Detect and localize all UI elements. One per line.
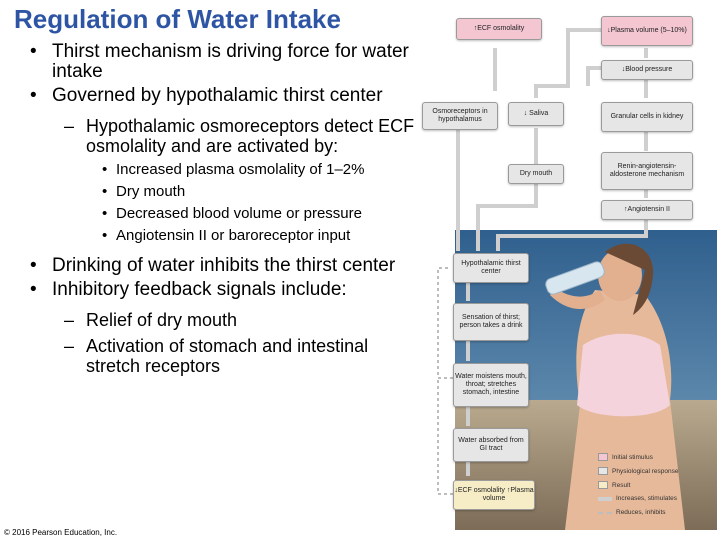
subsub-bullet-dry-mouth: • Dry mouth [22, 184, 417, 200]
sub-bullet-stretch-receptors: – Activation of stomach and intestinal stretch receptors [22, 336, 417, 376]
legend-dashed-arrow-icon [598, 512, 612, 514]
subsub-bullet-angiotensin: • Angiotensin II or baroreceptor input [22, 228, 417, 244]
box-water-moistens: Water moistens mouth, throat; stretches stomach, intestine [453, 363, 529, 407]
bullet-feedback-signals: • Inhibitory feedback signals include: [22, 280, 417, 300]
box-dry-mouth: Dry mouth [508, 164, 564, 184]
subsub-bullet-osmolality: • Increased plasma osmolality of 1–2% [22, 162, 417, 178]
box-blood-pressure: ↓Blood pressure [601, 60, 693, 80]
legend-physiological-response: Physiological response [612, 467, 679, 475]
sub-bullet-relief-dry-mouth: – Relief of dry mouth [22, 310, 417, 330]
box-result: ↓ECF osmolality ↑Plasma volume [453, 480, 535, 510]
bullet-drinking-inhibits: • Drinking of water inhibits the thirst center [22, 256, 417, 276]
legend-initial-stimulus: Initial stimulus [612, 453, 653, 461]
slide-title: Regulation of Water Intake [14, 4, 341, 34]
box-saliva: ↓ Saliva [508, 102, 564, 126]
subsub-bullet-blood-volume: • Decreased blood volume or pressure [22, 206, 417, 222]
box-ecf-osmolality: ↑ECF osmolality [456, 18, 542, 40]
legend-swatch-physiological [598, 467, 608, 475]
box-granular-cells: Granular cells in kidney [601, 102, 693, 132]
bullet-list [22, 42, 417, 382]
box-water-absorbed: Water absorbed from GI tract [453, 428, 529, 462]
legend-swatch-stimulus [598, 453, 608, 461]
legend-result: Result [612, 481, 631, 489]
box-thirst-center: Hypothalamic thirst center [453, 253, 529, 283]
box-plasma-volume: ↓Plasma volume (5–10%) [601, 16, 693, 46]
diagram-legend [598, 451, 716, 531]
legend-reduces: Reduces, inhibits [616, 509, 666, 516]
box-angiotensin: ↑Angiotensin II [601, 200, 693, 220]
copyright-text: © 2016 Pearson Education, Inc. [4, 528, 118, 537]
bullet-thirst-mechanism: • Thirst mechanism is driving force for water intake [22, 42, 417, 82]
sub-bullet-osmoreceptors: – Hypothalamic osmoreceptors detect ECF osmolality and are activated by: [22, 116, 417, 156]
box-sensation-thirst: Sensation of thirst; person takes a drink [453, 303, 529, 341]
legend-increases: Increases, stimulates [616, 495, 678, 502]
legend-solid-arrow-icon [598, 497, 612, 501]
bullet-hypothalamic-center: • Governed by hypothalamic thirst center [22, 86, 417, 106]
box-osmoreceptors: Osmoreceptors in hypothalamus [422, 102, 498, 130]
box-renin-angiotensin: Renin-angiotensin-aldosterone mechanism [601, 152, 693, 190]
legend-swatch-result [598, 481, 608, 489]
